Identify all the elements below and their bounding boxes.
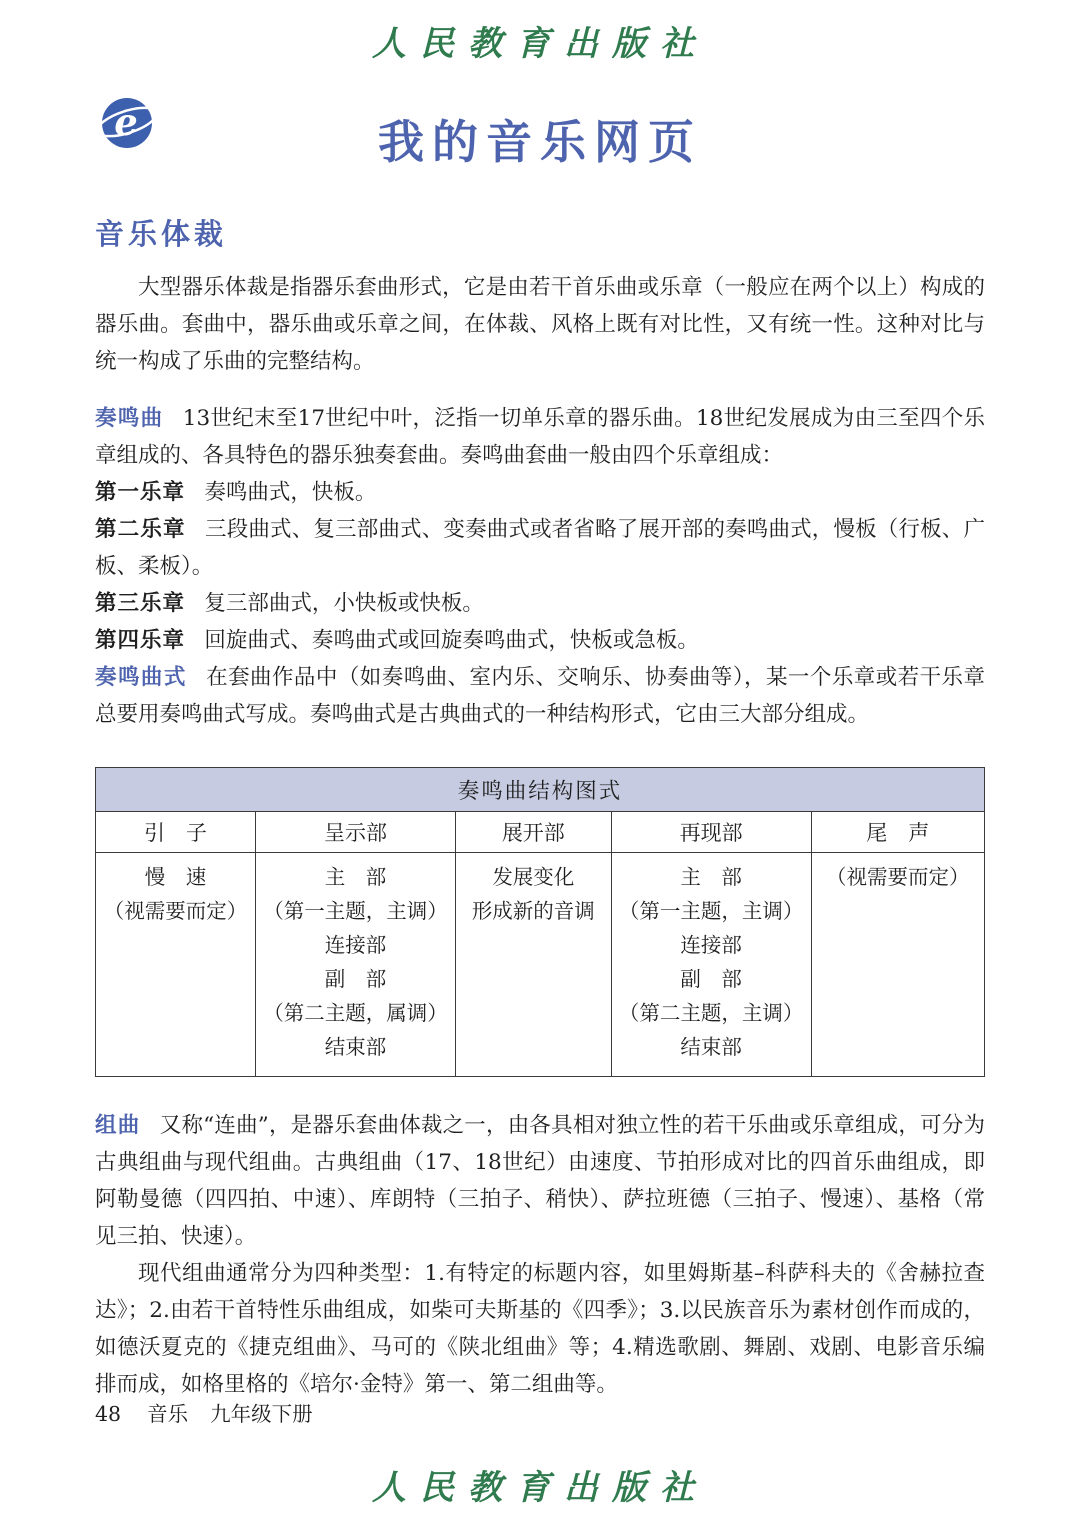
table-cell-introduction	[96, 853, 256, 1077]
sonata-text: 13世纪末至17世纪中叶，泛指一切单乐章的器乐曲。18世纪发展成为由三至四个乐章组成的、各具特色的器乐独奏套曲。奏鸣曲套曲一般由四个乐章组成：	[95, 406, 985, 468]
col-header-exposition: 呈示部	[256, 812, 456, 853]
table-header-row	[96, 812, 985, 853]
movement-label: 第三乐章	[95, 591, 186, 615]
cell-line: （第二主题，主调）	[618, 1001, 804, 1025]
modern-suite-paragraph: 现代组曲通常分为四种类型：1.有特定的标题内容，如里姆斯基–科萨科夫的《舍赫拉查达》；2.由若干首特性乐曲组成，如柴可夫斯基的《四季》；3.以民族音乐为素材创作而成的，如德沃夏克的《捷克组曲》、马可的《陕北组曲》等；4.精选歌剧、舞剧、戏剧、电影音乐编排而成，如格里格的《培尔·金特》第一、第二组曲等。	[95, 1261, 985, 1397]
page-footer	[95, 1397, 313, 1427]
movement-item	[95, 622, 985, 659]
table-body-row	[96, 853, 985, 1077]
col-header-development: 展开部	[456, 812, 612, 853]
movement-text: 回旋曲式、奏鸣曲式或回旋奏鸣曲式，快板或急板。	[204, 628, 699, 653]
table-cell-exposition	[256, 853, 456, 1077]
col-header-coda: 尾 声	[811, 812, 984, 853]
icon-letter: e	[114, 100, 138, 144]
footer-grade: 九年级下册	[210, 1402, 313, 1426]
suite-text: 又称“连曲”，是器乐套曲体裁之一，由各具相对独立性的若干乐曲或乐章组成，可分为古典组曲与现代组曲。古典组曲（17、18世纪）由速度、节拍形成对比的四首乐曲组成，即阿勒曼德（四四拍、中速）、库朗特（三拍子、稍快）、萨拉班德（三拍子、慢速）、基格（常见三拍、快速）。	[95, 1113, 985, 1249]
intro-paragraph: 大型器乐体裁是指器乐套曲形式，它是由若干首乐曲或乐章（一般应在两个以上）构成的器乐曲。套曲中，器乐曲或乐章之间，在体裁、风格上既有对比性，又有统一性。这种对比与统一构成了乐曲的完整结构。	[95, 275, 985, 374]
publisher-watermark-top: 人民教育出版社	[372, 24, 708, 64]
sonata-form-text: 在套曲作品中（如奏鸣曲、室内乐、交响乐、协奏曲等），某一个乐章或若干乐章总要用奏鸣曲式写成。奏鸣曲式是古典曲式的一种结构形式，它由三大部分组成。	[95, 665, 985, 727]
cell-line: 形成新的音调	[471, 899, 595, 923]
page-title: 我的音乐网页	[378, 116, 702, 168]
cell-line: 副 部	[680, 967, 742, 991]
movement-item	[95, 474, 985, 511]
cell-line: 连接部	[680, 933, 742, 957]
title-row	[95, 86, 985, 178]
col-header-recapitulation: 再现部	[611, 812, 811, 853]
cell-line: （第一主题，主调）	[618, 899, 804, 923]
table-cell-recapitulation	[611, 853, 811, 1077]
table-title: 奏鸣曲结构图式	[96, 768, 985, 812]
suite-paragraph	[95, 1107, 985, 1255]
movement-text: 三段曲式、复三部曲式、变奏曲式或者省略了展开部的奏鸣曲式，慢板（行板、广板、柔板）。	[95, 517, 985, 579]
movement-label: 第四乐章	[95, 628, 186, 652]
movement-label: 第一乐章	[95, 480, 186, 504]
cell-line: （视需要而定）	[103, 899, 248, 923]
movement-item	[95, 585, 985, 622]
sonata-structure-table	[95, 767, 985, 1077]
col-header-introduction: 引 子	[96, 812, 256, 853]
publisher-watermark-bottom: 人民教育出版社	[372, 1468, 708, 1508]
cell-line: 慢 速	[144, 865, 207, 889]
cell-line: 主 部	[680, 865, 742, 889]
footer-subject: 音乐	[147, 1402, 189, 1426]
table-cell-development	[456, 853, 612, 1077]
cell-line: 主 部	[324, 865, 387, 889]
table-cell-coda	[811, 853, 984, 1077]
term-sonata: 奏鸣曲	[95, 406, 164, 430]
cell-line: 结束部	[680, 1035, 742, 1059]
browser-e-icon	[95, 90, 159, 154]
cell-line: （第二主题，属调）	[263, 1001, 448, 1025]
page-number: 48	[95, 1402, 122, 1426]
cell-line: 副 部	[324, 967, 387, 991]
cell-line: （视需要而定）	[826, 865, 970, 889]
movement-text: 复三部曲式，小快板或快板。	[204, 591, 484, 616]
movement-label: 第二乐章	[95, 517, 186, 541]
movement-item	[95, 511, 985, 585]
cell-line: 连接部	[324, 933, 387, 957]
term-suite: 组曲	[95, 1113, 141, 1137]
table-title-row	[96, 768, 985, 812]
sonata-paragraph	[95, 400, 985, 474]
cell-line: 发展变化	[492, 865, 575, 889]
section-heading: 音乐体裁	[95, 219, 228, 251]
browser-e-icon-svg	[95, 90, 159, 154]
cell-line: （第一主题，主调）	[263, 899, 448, 923]
sonata-form-paragraph	[95, 659, 985, 733]
term-sonata-form: 奏鸣曲式	[95, 665, 187, 689]
movement-text: 奏鸣曲式，快板。	[204, 480, 377, 505]
movement-list	[95, 474, 985, 659]
cell-line: 结束部	[324, 1035, 387, 1059]
